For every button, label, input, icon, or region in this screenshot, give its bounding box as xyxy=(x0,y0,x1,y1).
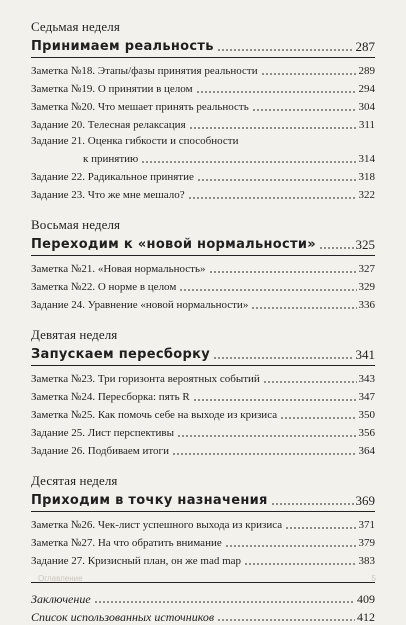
toc-entry-text: Задание 21. Оценка гибкости и способности xyxy=(31,135,239,147)
dot-leader xyxy=(188,197,357,199)
closing-entry[interactable] xyxy=(31,607,375,625)
toc-entry[interactable] xyxy=(31,259,375,277)
dot-leader xyxy=(251,307,356,309)
toc-entry[interactable] xyxy=(31,79,375,97)
footer-page-number: 5 xyxy=(371,574,376,583)
dot-leader xyxy=(141,161,356,163)
toc-entry[interactable] xyxy=(31,97,375,115)
toc-entry-text: Задание 27. Кризисный план, он же mad map xyxy=(31,555,242,567)
closing-entry-text: Заключение xyxy=(31,592,91,606)
toc-entry[interactable] xyxy=(31,551,375,569)
toc-entry-text: Задание 22. Радикальное принятие xyxy=(31,171,194,183)
page-number: 289 xyxy=(358,65,375,77)
toc-entry[interactable] xyxy=(31,61,375,79)
dot-leader xyxy=(225,545,357,547)
chapter-title[interactable] xyxy=(31,489,375,512)
toc-entry-text: Заметка №20. Что мешает принять реальность xyxy=(31,101,249,113)
page-number: 287 xyxy=(355,39,375,54)
toc-entry-text: Заметка №23. Три горизонта вероятных событий xyxy=(31,373,260,385)
dot-leader xyxy=(196,91,357,93)
chapter-title[interactable] xyxy=(31,35,375,58)
toc-entry[interactable] xyxy=(31,295,375,313)
dot-leader xyxy=(244,563,356,565)
toc-entry[interactable] xyxy=(31,441,375,459)
toc-entry[interactable] xyxy=(31,115,375,133)
page-number: 350 xyxy=(358,409,375,421)
chapter-title-text: Переходим к «новой нормальности» xyxy=(31,237,316,252)
chapter-title[interactable] xyxy=(31,343,375,366)
page-number: 371 xyxy=(358,519,375,531)
closing-entry-text: Список использованных источников xyxy=(31,610,215,624)
dot-leader xyxy=(263,381,357,383)
dot-leader xyxy=(209,271,357,273)
toc-section xyxy=(31,326,375,459)
toc-entry-text: Задание 25. Лист перспективы xyxy=(31,427,174,439)
toc-entry-text: Заметка №24. Пересборка: пять R xyxy=(31,391,190,403)
dot-leader xyxy=(271,503,354,505)
dot-leader xyxy=(252,109,357,111)
toc-entry[interactable] xyxy=(31,405,375,423)
page-number: 322 xyxy=(358,189,375,201)
page-number: 409 xyxy=(357,592,375,606)
page-number: 294 xyxy=(358,83,375,95)
toc-entry[interactable] xyxy=(31,387,375,405)
dot-leader xyxy=(217,49,354,51)
closing-entry[interactable] xyxy=(31,589,375,607)
page-number: 343 xyxy=(358,373,375,385)
toc-entry[interactable] xyxy=(31,533,375,551)
dot-leader xyxy=(94,601,355,603)
week-heading: Восьмая неделя xyxy=(31,217,121,232)
toc-entry-text: Задание 24. Уравнение «новой нормальности» xyxy=(31,299,249,311)
dot-leader xyxy=(285,527,356,529)
page-number: 314 xyxy=(358,153,375,165)
footer-running-title: Оглавление xyxy=(38,574,83,583)
week-heading: Седьмая неделя xyxy=(31,19,120,34)
table-of-contents xyxy=(31,18,375,625)
week-heading: Девятая неделя xyxy=(31,327,118,342)
dot-leader xyxy=(172,453,357,455)
toc-entry-continuation-text: к принятию xyxy=(83,153,139,165)
toc-entry-text: Заметка №19. О принятии в целом xyxy=(31,83,193,95)
week-heading: Десятая неделя xyxy=(31,473,118,488)
page-number: 325 xyxy=(355,237,375,252)
dot-leader xyxy=(189,127,357,129)
page-number: 347 xyxy=(358,391,375,403)
toc-entry[interactable] xyxy=(31,369,375,387)
page-number: 318 xyxy=(358,171,375,183)
page-number: 329 xyxy=(358,281,375,293)
page-number: 369 xyxy=(355,493,375,508)
page-number: 304 xyxy=(358,101,375,113)
toc-entry-text: Задание 20. Телесная релаксация xyxy=(31,119,186,131)
page-number: 383 xyxy=(358,555,375,567)
dot-leader xyxy=(261,73,357,75)
toc-entry-text: Заметка №22. О норме в целом xyxy=(31,281,177,293)
toc-entry[interactable] xyxy=(31,185,375,203)
dot-leader xyxy=(280,417,356,419)
page-number: 412 xyxy=(357,610,375,624)
toc-entry-text: Заметка №25. Как помочь себе на выходе из кризиса xyxy=(31,409,278,421)
chapter-title[interactable] xyxy=(31,233,375,256)
page-number: 364 xyxy=(358,445,375,457)
chapter-title-text: Приходим в точку назначения xyxy=(31,493,268,508)
page-number: 311 xyxy=(358,119,375,131)
chapter-title-text: Принимаем реальность xyxy=(31,39,214,54)
dot-leader xyxy=(193,399,357,401)
toc-entry-text: Заметка №27. На что обратить внимание xyxy=(31,537,222,549)
page-number: 327 xyxy=(358,263,375,275)
dot-leader xyxy=(217,619,355,621)
toc-entry-text: Заметка №21. «Новая нормальность» xyxy=(31,263,206,275)
toc-entry[interactable] xyxy=(31,277,375,295)
page-number: 379 xyxy=(358,537,375,549)
toc-section xyxy=(31,216,375,313)
page-number: 336 xyxy=(358,299,375,311)
toc-section xyxy=(31,18,375,203)
chapter-title-text: Запускаем пересборку xyxy=(31,347,210,362)
dot-leader xyxy=(179,289,356,291)
page-footer xyxy=(0,570,406,590)
toc-entry-continuation[interactable] xyxy=(31,149,375,167)
toc-section xyxy=(31,472,375,569)
dot-leader xyxy=(177,435,357,437)
dot-leader xyxy=(197,179,357,181)
dot-leader xyxy=(319,247,354,249)
toc-entry-text: Заметка №18. Этапы/фазы принятия реальности xyxy=(31,65,258,77)
toc-entry-text: Заметка №26. Чек-лист успешного выхода из кризиса xyxy=(31,519,283,531)
page-number: 341 xyxy=(355,347,375,362)
toc-entry[interactable] xyxy=(31,133,375,149)
toc-entry[interactable] xyxy=(31,167,375,185)
toc-entry-text: Задание 23. Что же мне мешало? xyxy=(31,189,185,201)
toc-entry[interactable] xyxy=(31,515,375,533)
toc-entry[interactable] xyxy=(31,423,375,441)
dot-leader xyxy=(213,357,354,359)
toc-entry-text: Задание 26. Подбиваем итоги xyxy=(31,445,169,457)
page-number: 356 xyxy=(358,427,375,439)
